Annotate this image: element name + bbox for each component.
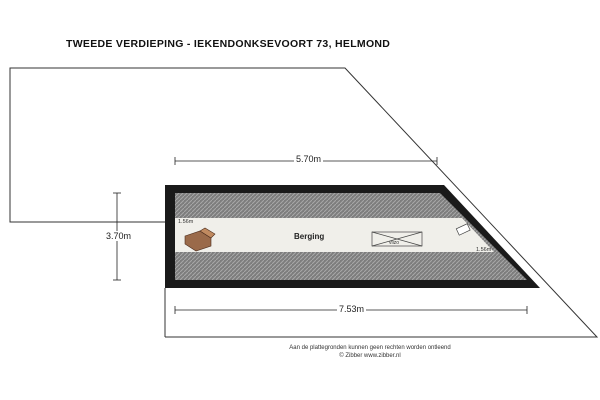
dim-top-label: 5.70m xyxy=(296,154,322,164)
floor-area xyxy=(175,218,494,252)
dim-bottom-label: 7.53m xyxy=(339,304,365,314)
footer-disclaimer: Aan de plattegronden kunnen geen rechten worden ontleend xyxy=(289,345,451,351)
page-title: TWEEDE VERDIEPING - IEKENDONKSEVOORT 73, HELMOND xyxy=(66,38,391,50)
room-label: Berging xyxy=(294,232,325,241)
dim-height-label: 3.70m xyxy=(106,231,132,241)
dim-inner-left-label: 1.56m xyxy=(178,219,194,225)
dim-inner-right-label: 1.56m xyxy=(476,247,492,253)
footer-credit: © Zibber www.zibber.nl xyxy=(339,353,401,359)
hatch-label: vlizo xyxy=(389,240,400,246)
